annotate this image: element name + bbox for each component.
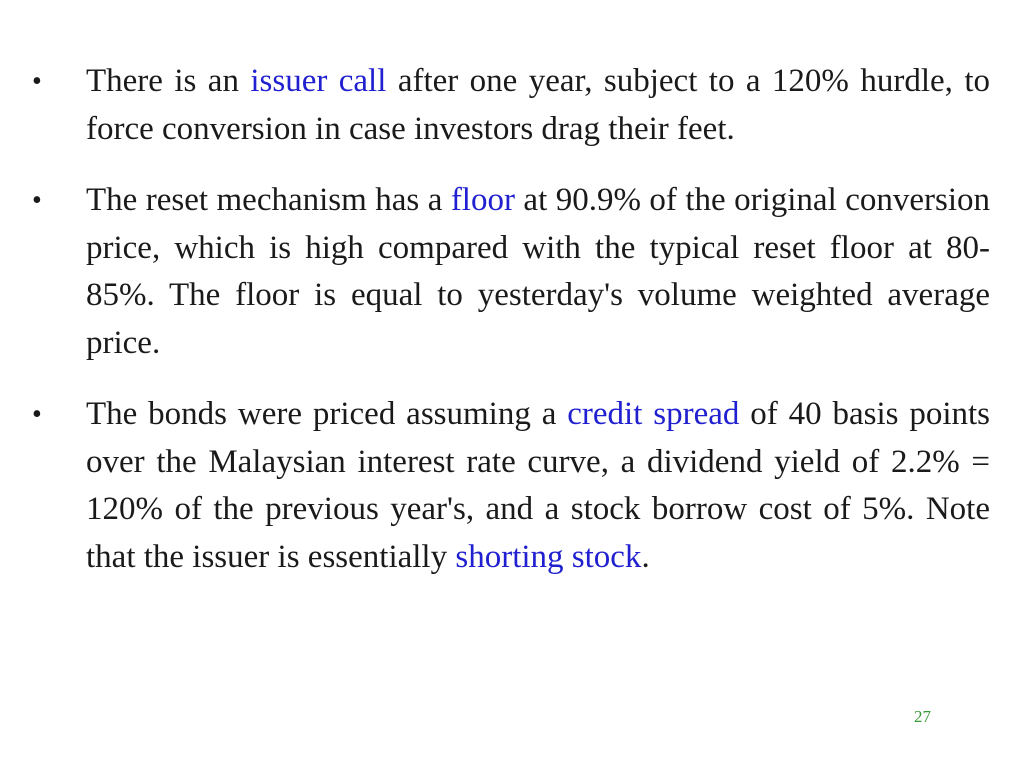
bullet-text: The reset mechanism has a [86, 182, 451, 218]
bullet-marker: • [32, 399, 42, 430]
bullet-item-reset-floor [28, 177, 990, 367]
highlight-term-issuer-call: issuer call [250, 63, 387, 99]
highlight-term-credit-spread: credit spread [567, 396, 740, 432]
page-number: 27 [914, 707, 931, 726]
bullet-text: . [641, 538, 650, 575]
highlight-term-shorting-stock: shorting stock [455, 538, 642, 575]
bullet-text: The bonds were priced assuming a [86, 396, 568, 432]
bullet-text: There is an [86, 63, 251, 99]
highlight-term-floor: floor [450, 182, 515, 218]
bullet-item-issuer-call [28, 58, 990, 153]
bullet-text: after one year, subject to a 120% hurdle, to force conversion in case investors drag their feet. [86, 63, 990, 147]
bullet-item-pricing [28, 391, 990, 581]
bullet-marker: • [32, 185, 42, 216]
bullet-list [28, 58, 990, 581]
bullet-text: of 40 basis points over the Malaysian interest rate curve, a dividend yield of 2.2% = 120% of the previous year's, and a stock borrow cost of 5%. Note that the issuer is essentially [86, 396, 991, 575]
bullet-marker: • [32, 66, 42, 97]
bullet-text: at 90.9% of the original conversion price, which is high compared with the typical reset floor at 80-85%. The floor is equal to yesterday's volume weighted average price. [86, 182, 990, 361]
